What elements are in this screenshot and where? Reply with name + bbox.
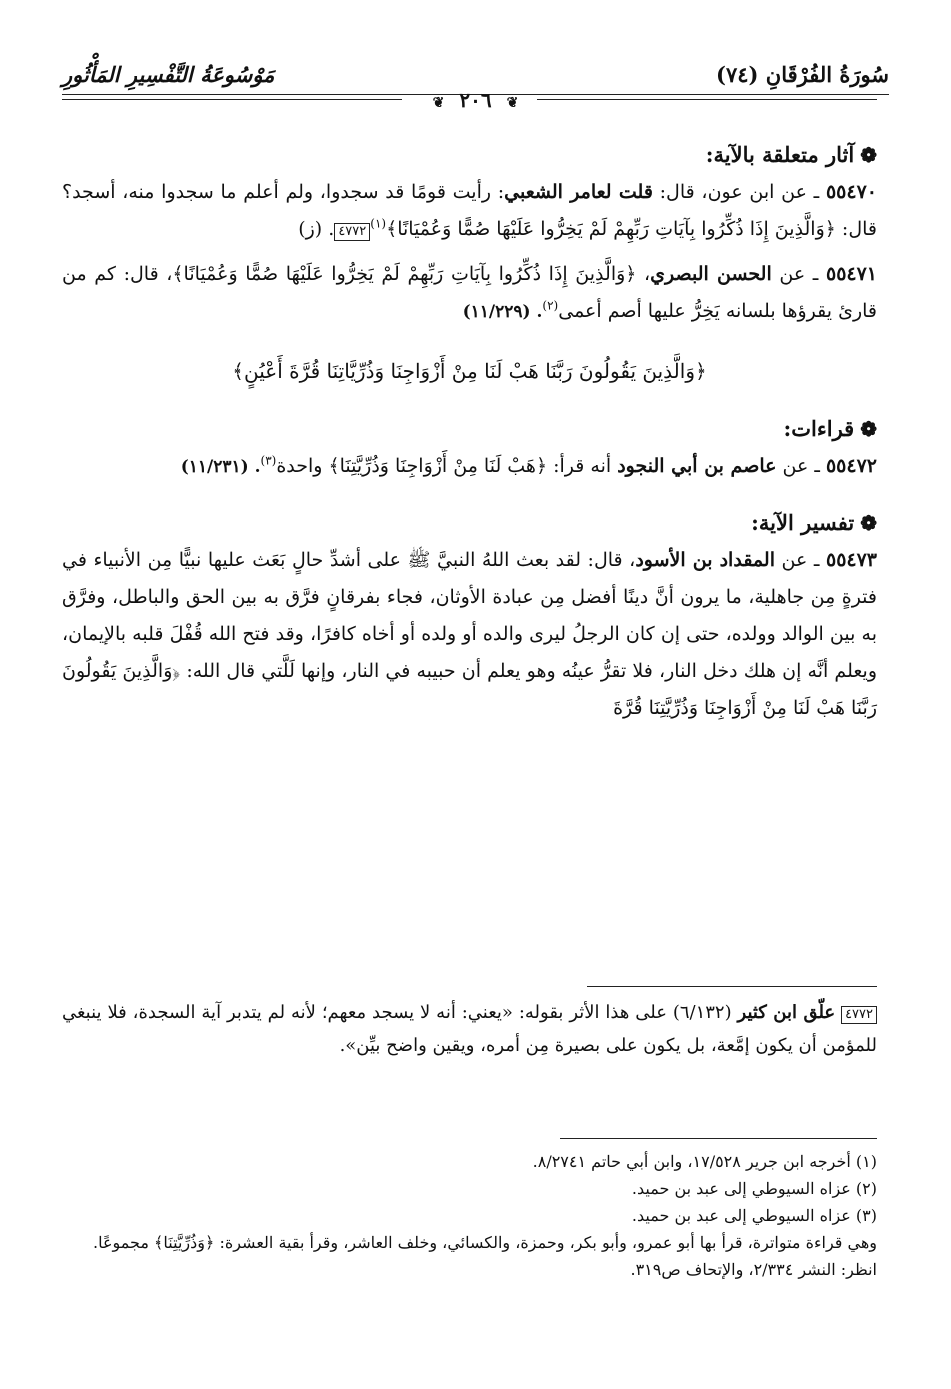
entry-ref: . (١١/٢٢٩): [462, 302, 543, 322]
section-heading-qiraat: [62, 410, 877, 448]
ornament-icon: ❦: [432, 95, 445, 111]
entry-text: ، قال: لقد بعث اللهُ النبيَّ ﷺ على أشدِّ حالٍ بَعَث عليها نبيًّا مِن الأنبياء في فترةٍ مِن جاهلية، ما يرون أنَّ دينًا أفضل مِن عبادة الأوثان، فجاء بفرقانٍ فرَّق به بين الحق والباطل، وفرَّق به بين الوالد وولده، حتى إن كان الرجلُ ليرى والده أو ولده أو أخاه كافرًا، وقد فتح الله قُفْلَ قلبه بالإيمان، ويعلم أنَّه إن هلك دخل النار، فلا تقرُّ عينُه وهو يعلم أن حبيبه في النار، وإنها لَلَّتي قال الله: ﴿وَالَّذِينَ يَقُولُونَ رَبَّنَا هَبْ لَنَا مِنْ أَزْوَاجِنَا وَذُرِّيَّتِنَا قُرَّةَ: [62, 549, 877, 719]
narrator-name: قلت لعامر الشعبي: [504, 181, 653, 203]
entry-number: ٥٥٤٧١: [825, 263, 878, 285]
entry-lead: ـ عن ابن عون، قال:: [659, 181, 820, 203]
footnote-separator: [560, 1138, 877, 1139]
note-ref-box: ٤٧٧٢: [841, 1006, 877, 1024]
entry-text: ، ﴿وَالَّذِينَ إِذَا ذُكِّرُوا بِآيَاتِ رَبِّهِمْ لَمْ يَخِرُّوا عَلَيْهَا صُمًّا وَعُمْيَانًا﴾، قال: كم من قارئ يقرؤها بلسانه يَخِرُّ عليها أصم أعمى: [62, 263, 877, 322]
entry-text: : رأيت قومًا قد سجدوا، ولم أعلم ما سجدوا منه، أسجد؟ قال: ﴿وَالَّذِينَ إِذَا ذُكِّرُوا بِآيَاتِ رَبِّهِمْ لَمْ يَخِرُّوا عَلَيْهَا صُمًّا وَعُمْيَانًا﴾: [62, 181, 877, 240]
footnote-marker: (٣): [260, 453, 277, 468]
commentary-note: [62, 996, 877, 1062]
footnote-3: (٣) عزاه السيوطي إلى عبد بن حميد.: [631, 1206, 877, 1225]
footnote-3-continued: وهي قراءة متواترة، قرأ بها أبو عمرو، وأبو بكر، وحمزة، والكسائي، وخلف العاشر، وقرأ بقية العشرة: ﴿وَذُرِّيَّتِنَا﴾ مجموعًا. انظر: النشر ٢/٣٣٤، والإتحاف ص٣١٩.: [93, 1233, 877, 1279]
entry-text: أنه قرأ: ﴿هَبْ لَنَا مِنْ أَزْوَاجِنَا وَذُرِّيَّتِنَا﴾ واحدة: [276, 455, 612, 477]
ornament-icon: ❦: [506, 95, 519, 111]
commentator-name: علّق ابن كثير: [737, 1002, 836, 1023]
entry-ref: . (١١/٢٣١): [180, 457, 261, 477]
entry-number: ٥٥٤٧٠: [825, 181, 877, 203]
footnote-1: (١) أخرجه ابن جرير ١٧/٥٢٨، وابن أبي حاتم ٨/٢٧٤١.: [532, 1152, 877, 1171]
entry-lead: ـ عن: [782, 455, 820, 477]
surah-title: سُورَةُ الفُرْقَانِ (٧٤): [716, 62, 889, 87]
footnotes: [62, 1148, 877, 1283]
verse-heading: ﴿وَالَّذِينَ يَقُولُونَ رَبَّنَا هَبْ لَنَا مِنْ أَزْوَاجِنَا وَذُرِّيَّاتِنَا قُرَّةَ أَعْيُنٍ﴾: [232, 359, 707, 383]
section-title: آثار متعلقة بالآية:: [705, 142, 855, 167]
note-separator: [587, 986, 877, 987]
entry-55473: [62, 542, 877, 727]
section-title: قراءات:: [783, 416, 855, 441]
section-title: تفسير الآية:: [751, 510, 855, 535]
section-heading-athar: [62, 136, 877, 174]
footnote-2: (٢) عزاه السيوطي إلى عبد بن حميد.: [631, 1179, 877, 1198]
main-content: [62, 136, 877, 727]
narrator-name: المقداد بن الأسود: [635, 549, 775, 571]
narrator-name: الحسن البصري: [650, 263, 772, 285]
footnote-marker: (٢): [542, 298, 559, 313]
section-heading-tafsir: [62, 504, 877, 542]
page-number: ٢٠٦: [459, 88, 492, 112]
entry-lead: ـ عن: [779, 263, 819, 285]
flower-icon: ❁: [860, 511, 877, 535]
entry-number: ٥٥٤٧٢: [825, 455, 877, 477]
flower-icon: ❁: [860, 417, 877, 441]
entry-ref: . (ز): [298, 218, 335, 240]
entry-55471: [62, 256, 877, 331]
entry-55470: [62, 174, 877, 248]
entry-number: ٥٥٤٧٣: [825, 549, 878, 571]
entry-55472: [62, 448, 877, 486]
entry-lead: ـ عن: [781, 549, 820, 571]
book-title: مَوْسُوعَةُ التَّفْسِيرِ المَأْثُورِ: [62, 62, 275, 87]
page-number-row: [0, 88, 951, 112]
flower-icon: ❁: [860, 143, 877, 167]
note-ref-box: ٤٧٧٢: [334, 223, 370, 241]
narrator-name: عاصم بن أبي النجود: [617, 455, 777, 477]
footnote-marker: (١): [370, 216, 387, 231]
note-text: (٦/١٣٢) على هذا الأثر بقوله: «يعني: أنه لا يسجد معهم؛ لأنه لم يتدبر آية السجدة، فلا ينبغي للمؤمن أن يكون إمَّعة، بل يكون على بصيرة مِن أمره، ويقين واضح بيِّن».: [62, 1002, 877, 1056]
